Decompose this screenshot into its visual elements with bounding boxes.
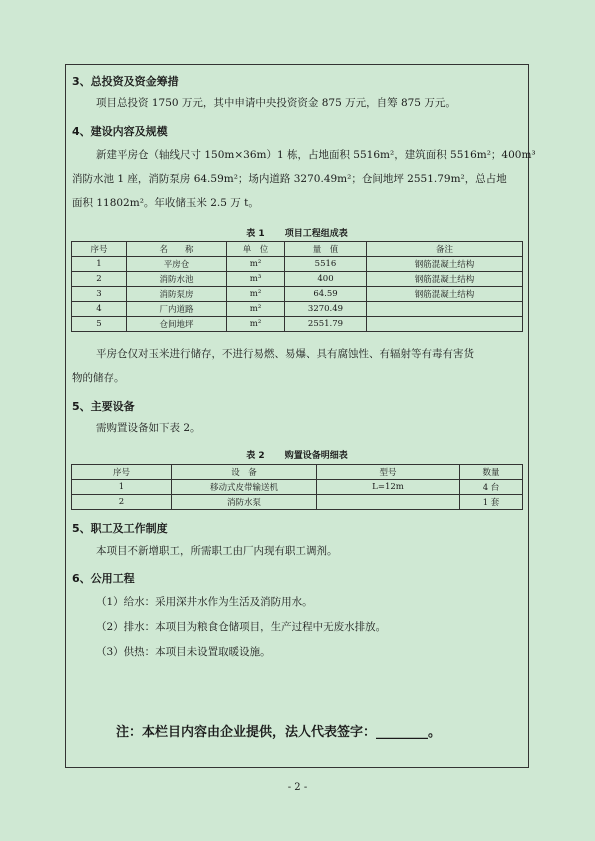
table-cell: m² <box>227 317 285 332</box>
table1-header: 备注 <box>367 242 523 257</box>
table-cell: m² <box>227 302 285 317</box>
table2-header: 数量 <box>460 465 523 480</box>
table-cell: 2 <box>72 495 172 510</box>
table-cell: m³ <box>227 272 285 287</box>
table-cell: 消防水泵 <box>172 495 317 510</box>
section-6-title: 6、公用工程 <box>72 572 135 585</box>
table-cell: 2551.79 <box>285 317 367 332</box>
utility-item-drainage: （2）排水：本项目为粮食仓储项目，生产过程中无废水排放。 <box>96 621 387 633</box>
table1-caption-title: 项目工程组成表 <box>284 229 348 239</box>
table-cell: 1 <box>72 480 172 495</box>
section-4-line3: 面积 11802m²。年收储玉米 2.5 万 t。 <box>72 197 259 209</box>
table-cell: 钢筋混凝土结构 <box>367 272 523 287</box>
table-cell: 2 <box>72 272 127 287</box>
table-cell: 1 套 <box>460 495 523 510</box>
table-cell: 64.59 <box>285 287 367 302</box>
storage-note-line2: 物的储存。 <box>72 372 125 384</box>
table2-caption-title: 购置设备明细表 <box>284 451 348 461</box>
table2-header-row <box>72 465 523 480</box>
table-cell: 厂内道路 <box>127 302 227 317</box>
table-row <box>72 272 523 287</box>
section-4-title: 4、建设内容及规模 <box>72 125 168 138</box>
section-4-line1: 新建平房仓（轴线尺寸 150m×36m）1 栋，占地面积 5516m²，建筑面积 5516m²；400m³ <box>96 149 536 161</box>
table-cell: 移动式皮带输送机 <box>172 480 317 495</box>
table1-header: 量 值 <box>285 242 367 257</box>
table-cell: 3 <box>72 287 127 302</box>
table2-header: 序号 <box>72 465 172 480</box>
project-composition-table <box>71 241 523 332</box>
table-row <box>72 302 523 317</box>
section-5-title: 5、主要设备 <box>72 400 135 413</box>
content-frame <box>65 64 536 768</box>
table-cell <box>367 302 523 317</box>
table-row <box>72 317 523 332</box>
table1-header: 序号 <box>72 242 127 257</box>
table1-header-row <box>72 242 523 257</box>
table2-header: 设 备 <box>172 465 317 480</box>
table-row <box>72 480 523 495</box>
table-row <box>72 287 523 302</box>
section-4-line2: 消防水池 1 座，消防泵房 64.59m²；场内道路 3270.49m²；仓间地坪 2551.79m²，总占地 <box>72 173 507 185</box>
utility-item-water-supply: （1）给水：采用深井水作为生活及消防用水。 <box>96 596 313 608</box>
table-row <box>72 495 523 510</box>
table-cell: 4 台 <box>460 480 523 495</box>
table-cell <box>367 317 523 332</box>
table-cell: 3270.49 <box>285 302 367 317</box>
table2-caption <box>66 448 528 461</box>
table-cell: 1 <box>72 257 127 272</box>
table-cell: 钢筋混凝土结构 <box>367 287 523 302</box>
section-5-text: 需购置设备如下表 2。 <box>96 422 201 434</box>
table-cell: 平房仓 <box>127 257 227 272</box>
table-cell: 5516 <box>285 257 367 272</box>
table-cell: 钢筋混凝土结构 <box>367 257 523 272</box>
table-cell: 5 <box>72 317 127 332</box>
section-5b-title: 5、职工及工作制度 <box>72 522 168 535</box>
page-number: - 2 - <box>287 782 308 793</box>
table2-header: 型号 <box>317 465 460 480</box>
table-cell: 400 <box>285 272 367 287</box>
section-3-title: 3、总投资及资金筹措 <box>72 75 179 88</box>
storage-note-line1: 平房仓仅对玉米进行储存，不进行易燃、易爆、具有腐蚀性、有辐射等有毒有害货 <box>96 348 474 360</box>
table-cell: 消防泵房 <box>127 287 227 302</box>
section-3-text: 项目总投资 1750 万元，其中申请中央投资资金 875 万元，自筹 875 万元。 <box>96 97 456 109</box>
table-cell: m² <box>227 287 285 302</box>
equipment-table <box>71 464 523 510</box>
table1-header: 单 位 <box>227 242 285 257</box>
table1-caption <box>66 226 528 239</box>
table1-caption-no: 表 1 <box>246 229 265 239</box>
table-cell: L=12m <box>317 480 460 495</box>
table2-caption-no: 表 2 <box>246 451 265 461</box>
table-cell: m² <box>227 257 285 272</box>
table-cell: 仓间地坪 <box>127 317 227 332</box>
table1-header: 名 称 <box>127 242 227 257</box>
table-cell: 消防水池 <box>127 272 227 287</box>
table-row <box>72 257 523 272</box>
table-cell <box>317 495 460 510</box>
section-5b-text: 本项目不新增职工，所需职工由厂内现有职工调剂。 <box>96 545 338 557</box>
utility-item-heating: （3）供热：本项目未设置取暖设施。 <box>96 646 271 658</box>
table-cell: 4 <box>72 302 127 317</box>
signature-note: 注：本栏目内容由企业提供，法人代表签字：________。 <box>116 725 442 740</box>
